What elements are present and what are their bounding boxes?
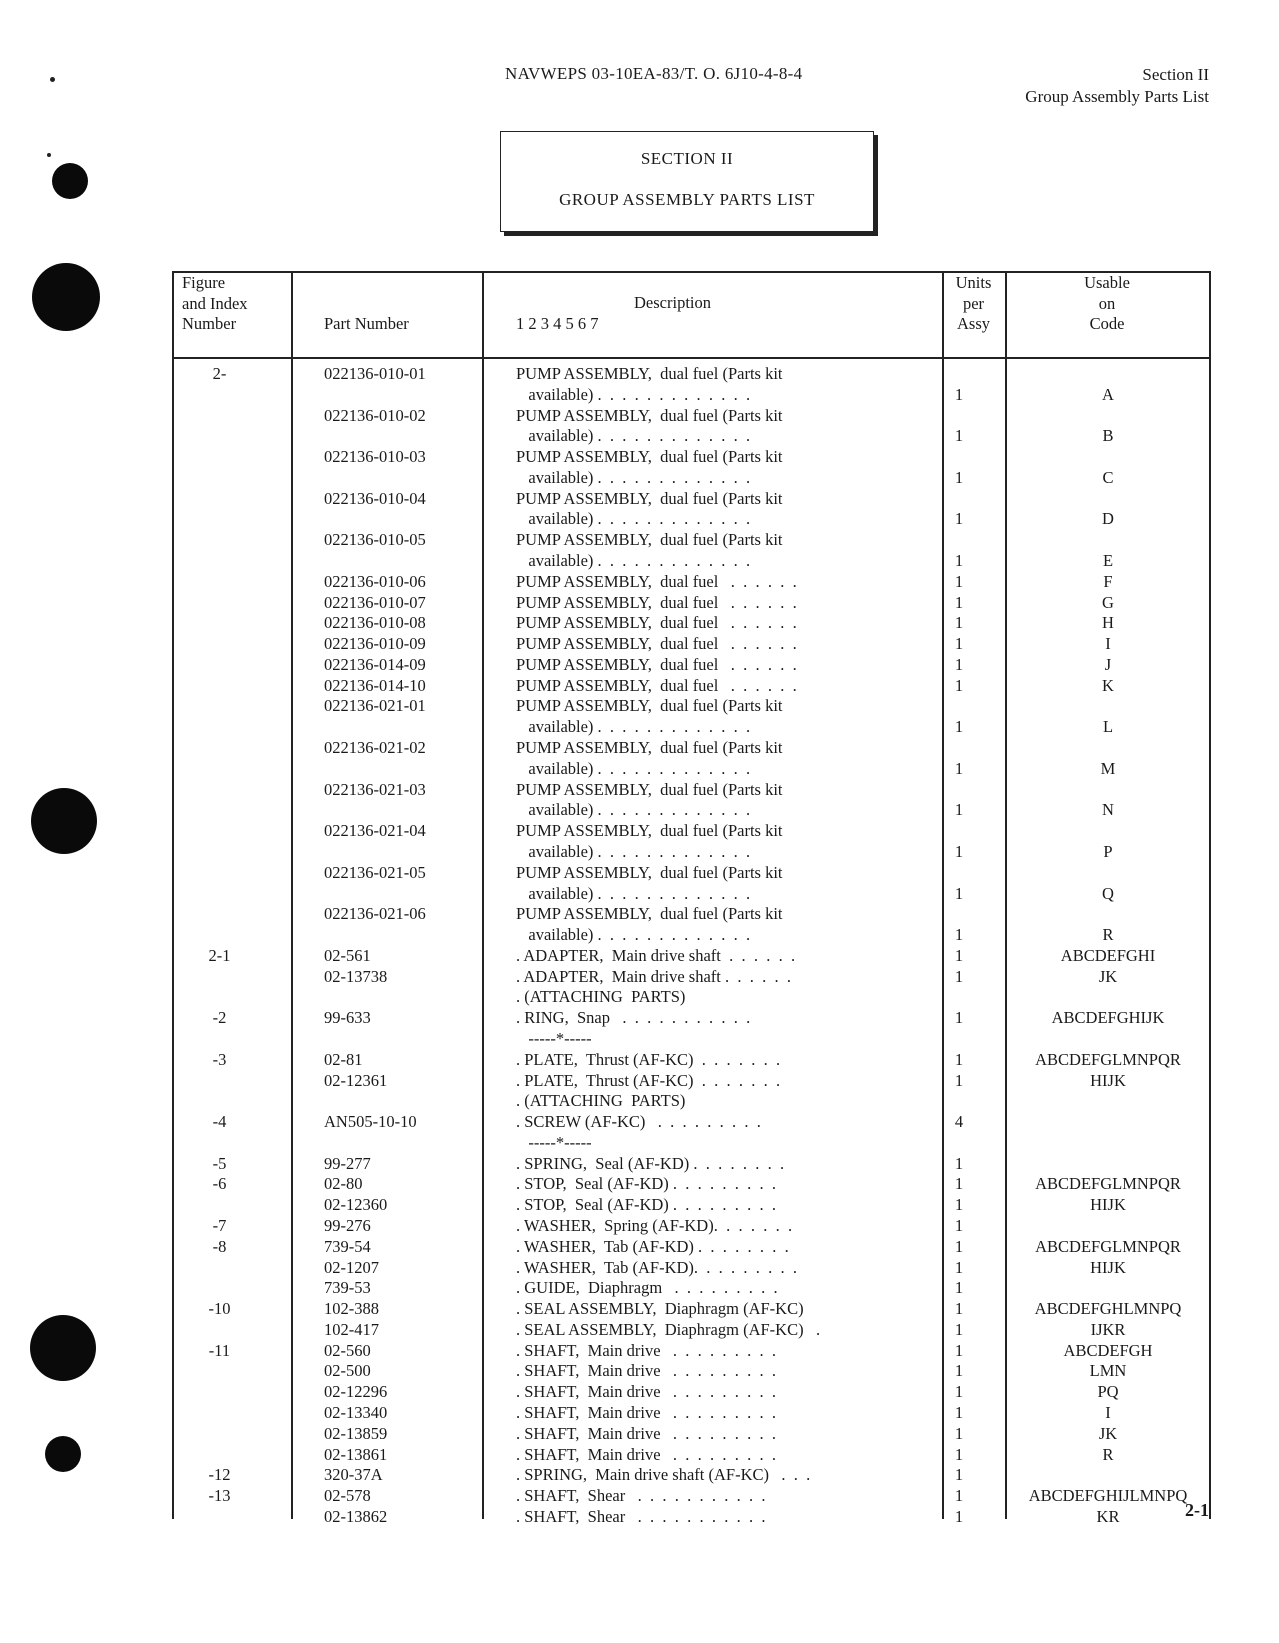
margin-speck <box>50 77 55 82</box>
units-per-assy-cell: 1 <box>954 1465 964 1485</box>
usable-on-code-cell: R <box>1102 1444 1114 1464</box>
usable-on-code-cell: ABCDEFGHIJK <box>1051 1008 1165 1028</box>
header-units-line: Assy <box>956 314 990 333</box>
description-cell: . WASHER, Spring (AF-KD). . . . . . . <box>516 1215 793 1235</box>
units-per-assy-cell: 1 <box>954 758 964 778</box>
part-number-cell: 022136-014-10 <box>324 675 426 695</box>
description-cell: PUMP ASSEMBLY, dual fuel (Parts kit <box>516 405 783 425</box>
units-per-assy-cell: 1 <box>954 883 964 903</box>
figure-index-cell: -3 <box>212 1049 227 1069</box>
header-figure-line: Number <box>182 314 237 333</box>
description-cell: . ADAPTER, Main drive shaft . . . . . . <box>516 966 791 986</box>
part-number-cell: 02-13861 <box>324 1444 388 1464</box>
description-cell: . WASHER, Tab (AF-KD) . . . . . . . . <box>516 1236 789 1256</box>
part-number-cell: 02-13738 <box>324 966 388 986</box>
usable-on-code-cell: D <box>1102 509 1114 529</box>
binder-hole <box>32 263 100 331</box>
page-number: 2-1 <box>1185 1500 1209 1520</box>
units-per-assy-cell: 1 <box>954 1236 964 1256</box>
table-border-left <box>172 271 174 1519</box>
usable-on-code-cell: G <box>1102 592 1114 612</box>
description-cell: -----*----- <box>516 1028 592 1048</box>
description-cell: available) . . . . . . . . . . . . . <box>516 841 751 861</box>
description-cell: . PLATE, Thrust (AF-KC) . . . . . . . <box>516 1049 781 1069</box>
description-cell: . GUIDE, Diaphragm . . . . . . . . . <box>516 1278 778 1298</box>
usable-on-code-cell: PQ <box>1097 1382 1119 1402</box>
figure-index-cell: -11 <box>208 1340 231 1360</box>
description-cell: available) . . . . . . . . . . . . . <box>516 800 751 820</box>
usable-on-code-cell: HIJK <box>1090 1195 1126 1215</box>
part-number-cell: 320-37A <box>324 1465 383 1485</box>
usable-on-code-cell: JK <box>1098 1423 1118 1443</box>
usable-on-code-cell: ABCDEFGHLMNPQ <box>1034 1299 1182 1319</box>
usable-on-code-cell: IJKR <box>1090 1319 1126 1339</box>
units-per-assy-cell: 1 <box>954 426 964 446</box>
description-cell: PUMP ASSEMBLY, dual fuel . . . . . . <box>516 592 797 612</box>
units-per-assy-cell: 1 <box>954 841 964 861</box>
part-number-cell: 02-12360 <box>324 1195 388 1215</box>
usable-on-code-cell: J <box>1104 654 1112 674</box>
usable-on-code-cell: ABCDEFGHI <box>1060 945 1156 965</box>
description-cell: available) . . . . . . . . . . . . . <box>516 509 751 529</box>
units-per-assy-cell: 1 <box>954 1486 964 1506</box>
part-number-cell: 02-12296 <box>324 1382 388 1402</box>
part-number-cell: 02-13340 <box>324 1403 388 1422</box>
header-units-line: Units <box>955 273 992 292</box>
units-per-assy-cell: 1 <box>954 1506 964 1526</box>
part-number-cell: 022136-010-01 <box>324 364 426 383</box>
description-cell: . SHAFT, Main drive . . . . . . . . . <box>516 1403 777 1422</box>
figure-index-cell: 2-1 <box>208 945 231 965</box>
usable-on-code-cell: ABCDEFGHIJLMNPQ <box>1028 1486 1188 1506</box>
usable-on-code-cell: F <box>1103 571 1113 591</box>
figure-index-cell: -13 <box>208 1486 231 1506</box>
header-description-levels: 1 2 3 4 5 6 7 <box>516 314 599 333</box>
description-cell: PUMP ASSEMBLY, dual fuel . . . . . . <box>516 675 797 695</box>
description-cell: available) . . . . . . . . . . . . . <box>516 883 751 903</box>
binder-hole <box>45 1436 81 1472</box>
units-per-assy-cell: 1 <box>954 675 964 695</box>
description-cell: PUMP ASSEMBLY, dual fuel (Parts kit <box>516 821 783 841</box>
description-cell: . SHAFT, Main drive . . . . . . . . . <box>516 1423 777 1443</box>
usable-on-code-cell: I <box>1105 634 1111 654</box>
units-per-assy-cell: 1 <box>954 509 964 529</box>
description-cell: PUMP ASSEMBLY, dual fuel . . . . . . <box>516 571 797 591</box>
units-per-assy-cell: 1 <box>954 1195 964 1215</box>
description-cell: . SPRING, Seal (AF-KD) . . . . . . . . <box>516 1153 785 1173</box>
description-cell: PUMP ASSEMBLY, dual fuel (Parts kit <box>516 862 783 882</box>
description-cell: available) . . . . . . . . . . . . . <box>516 758 751 778</box>
units-per-assy-cell: 1 <box>954 1361 964 1381</box>
part-number-cell: 99-633 <box>324 1008 371 1028</box>
usable-on-code-cell: K <box>1102 675 1114 695</box>
units-per-assy-cell: 1 <box>954 800 964 820</box>
figure-index-cell: -2 <box>212 1008 227 1028</box>
binder-hole <box>31 788 97 854</box>
part-number-cell: 02-560 <box>324 1340 371 1360</box>
usable-on-code-cell: KR <box>1096 1506 1120 1526</box>
usable-on-code-cell: C <box>1102 467 1114 487</box>
header-figure-line: Figure <box>182 273 226 292</box>
part-number-cell: 022136-021-05 <box>324 862 426 882</box>
part-number-cell: 99-277 <box>324 1153 371 1173</box>
part-number-cell: 02-13859 <box>324 1423 388 1443</box>
description-cell: . STOP, Seal (AF-KD) . . . . . . . . . <box>516 1195 777 1215</box>
part-number-cell: 022136-021-04 <box>324 821 426 841</box>
part-number-cell: 022136-014-09 <box>324 654 426 674</box>
figure-index-cell: -8 <box>212 1236 227 1256</box>
header-description: Description <box>634 293 711 312</box>
usable-on-code-cell: ABCDEFGLMNPQR <box>1035 1049 1181 1069</box>
description-cell: . PLATE, Thrust (AF-KC) . . . . . . . <box>516 1070 781 1090</box>
parts-list-table <box>172 271 1211 1526</box>
figure-index-cell: -4 <box>212 1112 227 1132</box>
units-per-assy-cell: 1 <box>954 1299 964 1319</box>
units-per-assy-cell: 1 <box>954 1070 964 1090</box>
column-divider <box>482 271 484 1519</box>
description-cell: PUMP ASSEMBLY, dual fuel (Parts kit <box>516 488 783 508</box>
part-number-cell: 102-417 <box>324 1319 379 1339</box>
header-part-number: Part Number <box>324 314 409 333</box>
units-per-assy-cell: 1 <box>954 1215 964 1235</box>
description-cell: . RING, Snap . . . . . . . . . . . <box>516 1008 751 1028</box>
description-cell: . ADAPTER, Main drive shaft . . . . . . <box>516 945 796 965</box>
usable-on-code-cell: LMN <box>1089 1361 1127 1381</box>
description-cell: . SEAL ASSEMBLY, Diaphragm (AF-KC) . <box>516 1319 821 1339</box>
part-number-cell: 02-80 <box>324 1174 363 1194</box>
usable-on-code-cell: HIJK <box>1090 1257 1126 1277</box>
part-number-cell: 022136-021-01 <box>324 696 426 716</box>
units-per-assy-cell: 1 <box>954 1340 964 1360</box>
units-per-assy-cell: 1 <box>954 613 964 633</box>
header-code-line: Usable <box>1084 273 1130 292</box>
part-number-cell: 022136-010-08 <box>324 613 426 633</box>
header-code-line: Code <box>1089 314 1125 333</box>
description-cell: PUMP ASSEMBLY, dual fuel (Parts kit <box>516 696 783 716</box>
usable-on-code-cell: R <box>1102 925 1114 945</box>
part-number-cell: 022136-010-05 <box>324 530 426 550</box>
units-per-assy-cell: 1 <box>954 1153 964 1173</box>
usable-on-code-cell: I <box>1105 1403 1111 1422</box>
description-cell: . SHAFT, Main drive . . . . . . . . . <box>516 1340 777 1360</box>
units-per-assy-cell: 1 <box>954 945 964 965</box>
description-cell: PUMP ASSEMBLY, dual fuel (Parts kit <box>516 904 783 924</box>
usable-on-code-cell: N <box>1102 800 1114 820</box>
part-number-cell: 99-276 <box>324 1215 371 1235</box>
description-cell: PUMP ASSEMBLY, dual fuel . . . . . . <box>516 613 797 633</box>
binder-hole <box>30 1315 96 1381</box>
units-per-assy-cell: 1 <box>954 1444 964 1464</box>
units-per-assy-cell: 1 <box>954 1423 964 1443</box>
part-number-cell: 02-13862 <box>324 1506 388 1526</box>
part-number-cell: 022136-010-06 <box>324 571 426 591</box>
description-cell: . WASHER, Tab (AF-KD). . . . . . . . . <box>516 1257 798 1277</box>
figure-index-cell: -7 <box>212 1215 227 1235</box>
part-number-cell: 102-388 <box>324 1299 379 1319</box>
units-per-assy-cell: 1 <box>954 1403 964 1422</box>
figure-index-cell: -12 <box>208 1465 231 1485</box>
figure-index-cell: -5 <box>212 1153 227 1173</box>
part-number-cell: 022136-021-06 <box>324 904 426 924</box>
description-cell: available) . . . . . . . . . . . . . <box>516 467 751 487</box>
description-cell: available) . . . . . . . . . . . . . <box>516 925 751 945</box>
usable-on-code-cell: L <box>1102 717 1114 737</box>
part-number-cell: 02-12361 <box>324 1070 388 1090</box>
figure-index-cell: 2- <box>212 364 227 383</box>
units-per-assy-cell: 1 <box>954 717 964 737</box>
section-title: Group Assembly Parts List <box>1025 87 1209 106</box>
units-per-assy-cell: 1 <box>954 592 964 612</box>
usable-on-code-cell: P <box>1103 841 1113 861</box>
usable-on-code-cell: Q <box>1102 883 1114 903</box>
margin-speck <box>47 153 51 157</box>
header-code-line: on <box>1098 293 1116 313</box>
usable-on-code-cell: M <box>1100 758 1116 778</box>
header-figure-line: and Index <box>182 293 248 313</box>
units-per-assy-cell: 1 <box>954 1319 964 1339</box>
units-per-assy-cell: 1 <box>954 1174 964 1194</box>
description-cell: . SCREW (AF-KC) . . . . . . . . . <box>516 1112 761 1132</box>
usable-on-code-cell: JK <box>1098 966 1118 986</box>
usable-on-code-cell: E <box>1102 551 1114 571</box>
part-number-cell: 02-578 <box>324 1486 371 1506</box>
header-units-line: per <box>962 293 985 313</box>
usable-on-code-cell: B <box>1102 426 1114 446</box>
binder-hole <box>52 163 88 199</box>
description-cell: . (ATTACHING PARTS) <box>516 987 686 1007</box>
usable-on-code-cell: H <box>1102 613 1114 633</box>
units-per-assy-cell: 1 <box>954 467 964 487</box>
description-cell: . SHAFT, Main drive . . . . . . . . . <box>516 1382 777 1402</box>
part-number-cell: 022136-021-03 <box>324 779 426 799</box>
description-cell: available) . . . . . . . . . . . . . <box>516 384 751 404</box>
section-label: Section II <box>1142 65 1209 84</box>
units-per-assy-cell: 1 <box>954 1049 964 1069</box>
description-cell: PUMP ASSEMBLY, dual fuel (Parts kit <box>516 364 783 383</box>
column-divider <box>291 271 293 1519</box>
units-per-assy-cell: 1 <box>954 925 964 945</box>
description-cell: . SHAFT, Shear . . . . . . . . . . . <box>516 1486 766 1506</box>
units-per-assy-cell: 1 <box>954 1257 964 1277</box>
units-per-assy-cell: 1 <box>954 634 964 654</box>
part-number-cell: 739-53 <box>324 1278 371 1298</box>
usable-on-code-cell: A <box>1102 384 1114 404</box>
description-cell: . STOP, Seal (AF-KD) . . . . . . . . . <box>516 1174 777 1194</box>
units-per-assy-cell: 1 <box>954 571 964 591</box>
units-per-assy-cell: 1 <box>954 1008 964 1028</box>
description-cell: PUMP ASSEMBLY, dual fuel (Parts kit <box>516 530 783 550</box>
description-cell: available) . . . . . . . . . . . . . <box>516 717 751 737</box>
units-per-assy-cell: 1 <box>954 551 964 571</box>
part-number-cell: 022136-010-09 <box>324 634 426 654</box>
part-number-cell: 022136-010-02 <box>324 405 426 425</box>
part-number-cell: 739-54 <box>324 1236 371 1256</box>
description-cell: . SHAFT, Shear . . . . . . . . . . . <box>516 1506 766 1526</box>
section-heading <box>1025 64 1209 108</box>
figure-index-cell: -6 <box>212 1174 227 1194</box>
description-cell: available) . . . . . . . . . . . . . <box>516 426 751 446</box>
header-units <box>942 273 1005 335</box>
description-cell: PUMP ASSEMBLY, dual fuel . . . . . . <box>516 634 797 654</box>
part-number-cell: 022136-010-04 <box>324 488 426 508</box>
part-number-cell: 02-1207 <box>324 1257 379 1277</box>
part-number-cell: 02-561 <box>324 945 371 965</box>
description-cell: -----*----- <box>516 1132 592 1152</box>
description-cell: PUMP ASSEMBLY, dual fuel (Parts kit <box>516 447 783 467</box>
usable-on-code-cell: HIJK <box>1090 1070 1126 1090</box>
description-cell: PUMP ASSEMBLY, dual fuel (Parts kit <box>516 738 783 758</box>
description-cell: . (ATTACHING PARTS) <box>516 1091 686 1111</box>
usable-on-code-cell: ABCDEFGH <box>1063 1340 1153 1360</box>
part-number-cell: AN505-10-10 <box>324 1112 417 1132</box>
description-cell: PUMP ASSEMBLY, dual fuel (Parts kit <box>516 779 783 799</box>
part-number-cell: 022136-010-03 <box>324 447 426 467</box>
units-per-assy-cell: 1 <box>954 966 964 986</box>
title-line-2: GROUP ASSEMBLY PARTS LIST <box>559 190 815 209</box>
part-number-cell: 02-81 <box>324 1049 363 1069</box>
usable-on-code-cell: ABCDEFGLMNPQR <box>1035 1236 1181 1256</box>
description-cell: . SHAFT, Main drive . . . . . . . . . <box>516 1444 777 1464</box>
units-per-assy-cell: 1 <box>954 1278 964 1298</box>
part-number-cell: 02-500 <box>324 1361 371 1381</box>
header-divider <box>172 357 1211 359</box>
description-cell: . SEAL ASSEMBLY, Diaphragm (AF-KC) <box>516 1299 804 1319</box>
units-per-assy-cell: 4 <box>954 1112 964 1132</box>
part-number-cell: 022136-021-02 <box>324 738 426 758</box>
description-cell: available) . . . . . . . . . . . . . <box>516 551 751 571</box>
header-figure <box>182 273 282 335</box>
section-title-box <box>500 131 874 232</box>
units-per-assy-cell: 1 <box>954 384 964 404</box>
usable-on-code-cell: ABCDEFGLMNPQR <box>1035 1174 1181 1194</box>
title-line-1: SECTION II <box>640 149 734 168</box>
units-per-assy-cell: 1 <box>954 1382 964 1402</box>
document-number: NAVWEPS 03-10EA-83/T. O. 6J10-4-8-4 <box>505 64 803 83</box>
part-number-cell: 022136-010-07 <box>324 592 426 612</box>
description-cell: . SPRING, Main drive shaft (AF-KC) . . . <box>516 1465 811 1485</box>
description-cell: PUMP ASSEMBLY, dual fuel . . . . . . <box>516 654 797 674</box>
units-per-assy-cell: 1 <box>954 654 964 674</box>
header-usable-code <box>1005 273 1209 335</box>
figure-index-cell: -10 <box>208 1299 231 1319</box>
description-cell: . SHAFT, Main drive . . . . . . . . . <box>516 1361 777 1381</box>
